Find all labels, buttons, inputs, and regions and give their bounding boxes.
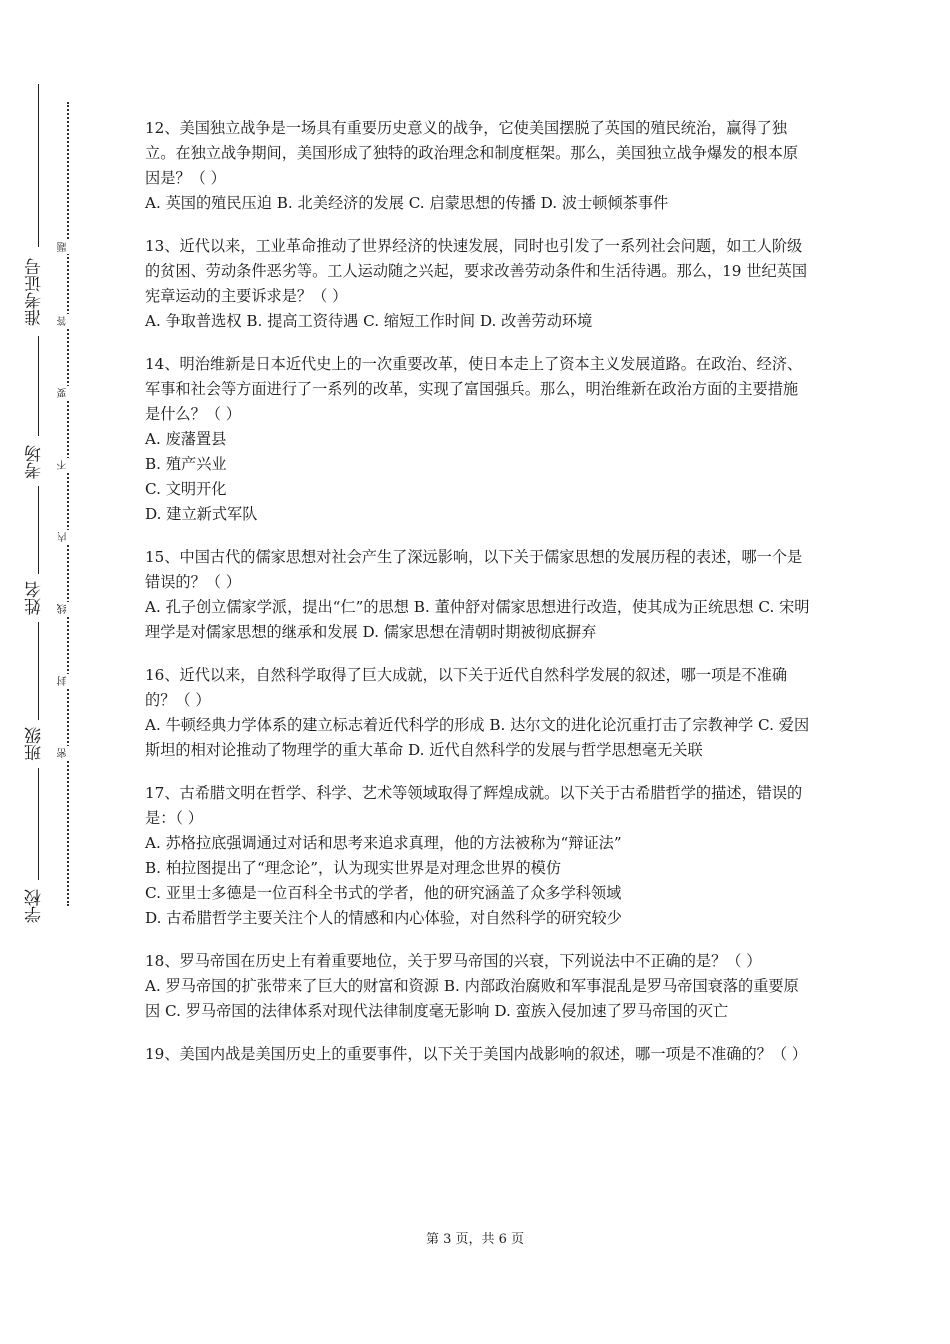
option-b: B. 殖产兴业 — [145, 455, 227, 473]
question-17 — [145, 781, 810, 931]
question-stem: 17、古希腊文明在哲学、科学、艺术等领域取得了辉煌成就。以下关于古希腊哲学的描述，错误的是：（ ） — [145, 784, 803, 827]
question-stem: 15、中国古代的儒家思想对社会产生了深远影响，以下关于儒家思想的发展历程的表述，哪一个是错误的？（ ） — [145, 548, 803, 591]
class-label: 班级 — [25, 727, 45, 761]
question-19 — [145, 1042, 810, 1067]
question-12 — [145, 116, 810, 216]
seal-char: 内 — [58, 530, 78, 544]
question-16 — [145, 663, 810, 763]
option-d: D. 建立新式军队 — [145, 505, 258, 523]
option-c: C. 亚里士多德是一位百科全书式的学者，他的研究涵盖了众多学科领域 — [145, 884, 622, 902]
seal-char: 不 — [58, 458, 78, 472]
question-stem: 14、明治维新是日本近代史上的一次重要改革，使日本走上了资本主义发展道路。在政治、经济、军事和社会等方面进行了一系列的改革，实现了富国强兵。那么，明治维新在政治方面的主要措施是什么？（ ） — [145, 355, 803, 423]
question-options: A. 牛顿经典力学体系的建立标志着近代科学的形成 B. 达尔文的进化论沉重打击了宗教神学 C. 爱因斯坦的相对论推动了物理学的重大革命 D. 近代自然科学的发展与哲学思想毫无关联 — [145, 716, 810, 759]
question-options: A. 孔子创立儒家学派，提出“仁”的思想 B. 董仲舒对儒家思想进行改造，使其成为正统思想 C. 宋明理学是对儒家思想的继承和发展 D. 儒家思想在清朝时期被彻底摒弃 — [145, 598, 810, 641]
option-d: D. 古希腊哲学主要关注个人的情感和内心体验，对自然科学的研究较少 — [145, 909, 622, 927]
question-stem: 13、近代以来，工业革命推动了世界经济的快速发展，同时也引发了一系列社会问题，如工人阶级的贫困、劳动条件恶劣等。工人运动随之兴起，要求改善劳动条件和生活待遇。那么，19 世纪英国宪章运动的主要诉求是？（ ） — [145, 237, 808, 305]
binding-line — [38, 768, 39, 880]
name-label: 姓名 — [25, 581, 45, 615]
exam-id-label: 准考证号 — [25, 258, 45, 326]
question-stem: 12、美国独立战争是一场具有重要历史意义的战争，它使美国摆脱了英国的殖民统治，赢得了独立。在独立战争期间，美国形成了独特的政治理念和制度框架。那么，美国独立战争爆发的根本原因是？（ ） — [145, 119, 799, 187]
question-stem: 19、美国内战是美国历史上的重要事件，以下关于美国内战影响的叙述，哪一项是不准确的？（ ） — [145, 1045, 808, 1063]
seal-char: 线 — [58, 602, 78, 616]
seal-dotted-line — [67, 102, 69, 906]
question-stem: 16、近代以来，自然科学取得了巨大成就，以下关于近代自然科学发展的叙述，哪一项是不准确的？（ ） — [145, 666, 788, 709]
binding-line — [38, 84, 39, 247]
binding-margin — [0, 0, 100, 1344]
question-options: A. 英国的殖民压迫 B. 北美经济的发展 C. 启蒙思想的传播 D. 波士顿倾茶事件 — [145, 194, 669, 212]
option-c: C. 文明开化 — [145, 480, 227, 498]
question-options: A. 争取普选权 B. 提高工资待遇 C. 缩短工作时间 D. 改善劳动环境 — [145, 312, 593, 330]
seal-char: 要 — [58, 386, 78, 400]
seal-char: 封 — [58, 674, 78, 688]
binding-line — [38, 336, 39, 436]
question-18 — [145, 949, 810, 1024]
question-15 — [145, 545, 810, 645]
option-a: A. 苏格拉底强调通过对话和思考来追求真理，他的方法被称为“辩证法” — [145, 834, 622, 852]
question-stem: 18、罗马帝国在历史上有着重要地位，关于罗马帝国的兴衰，下列说法中不正确的是？（ ） — [145, 952, 762, 970]
binding-line — [38, 486, 39, 574]
question-list — [145, 116, 810, 1085]
question-14 — [145, 352, 810, 527]
school-label: 学校 — [25, 889, 45, 923]
exam-room-label: 考场 — [25, 445, 45, 479]
option-a: A. 废藩置县 — [145, 430, 227, 448]
page-footer: 第 3 页，共 6 页 — [425, 1232, 525, 1247]
seal-char: 题 — [58, 240, 78, 254]
seal-char: 密 — [58, 746, 78, 760]
binding-line — [38, 622, 39, 720]
option-b: B. 柏拉图提出了“理念论”，认为现实世界是对理念世界的模仿 — [145, 859, 562, 877]
question-13 — [145, 234, 810, 334]
question-options: A. 罗马帝国的扩张带来了巨大的财富和资源 B. 内部政治腐败和军事混乱是罗马帝国衰落的重要原因 C. 罗马帝国的法律体系对现代法律制度毫无影响 D. 蛮族入侵加速了罗马帝国的灭亡 — [145, 977, 799, 1020]
seal-char: 答 — [58, 314, 78, 328]
